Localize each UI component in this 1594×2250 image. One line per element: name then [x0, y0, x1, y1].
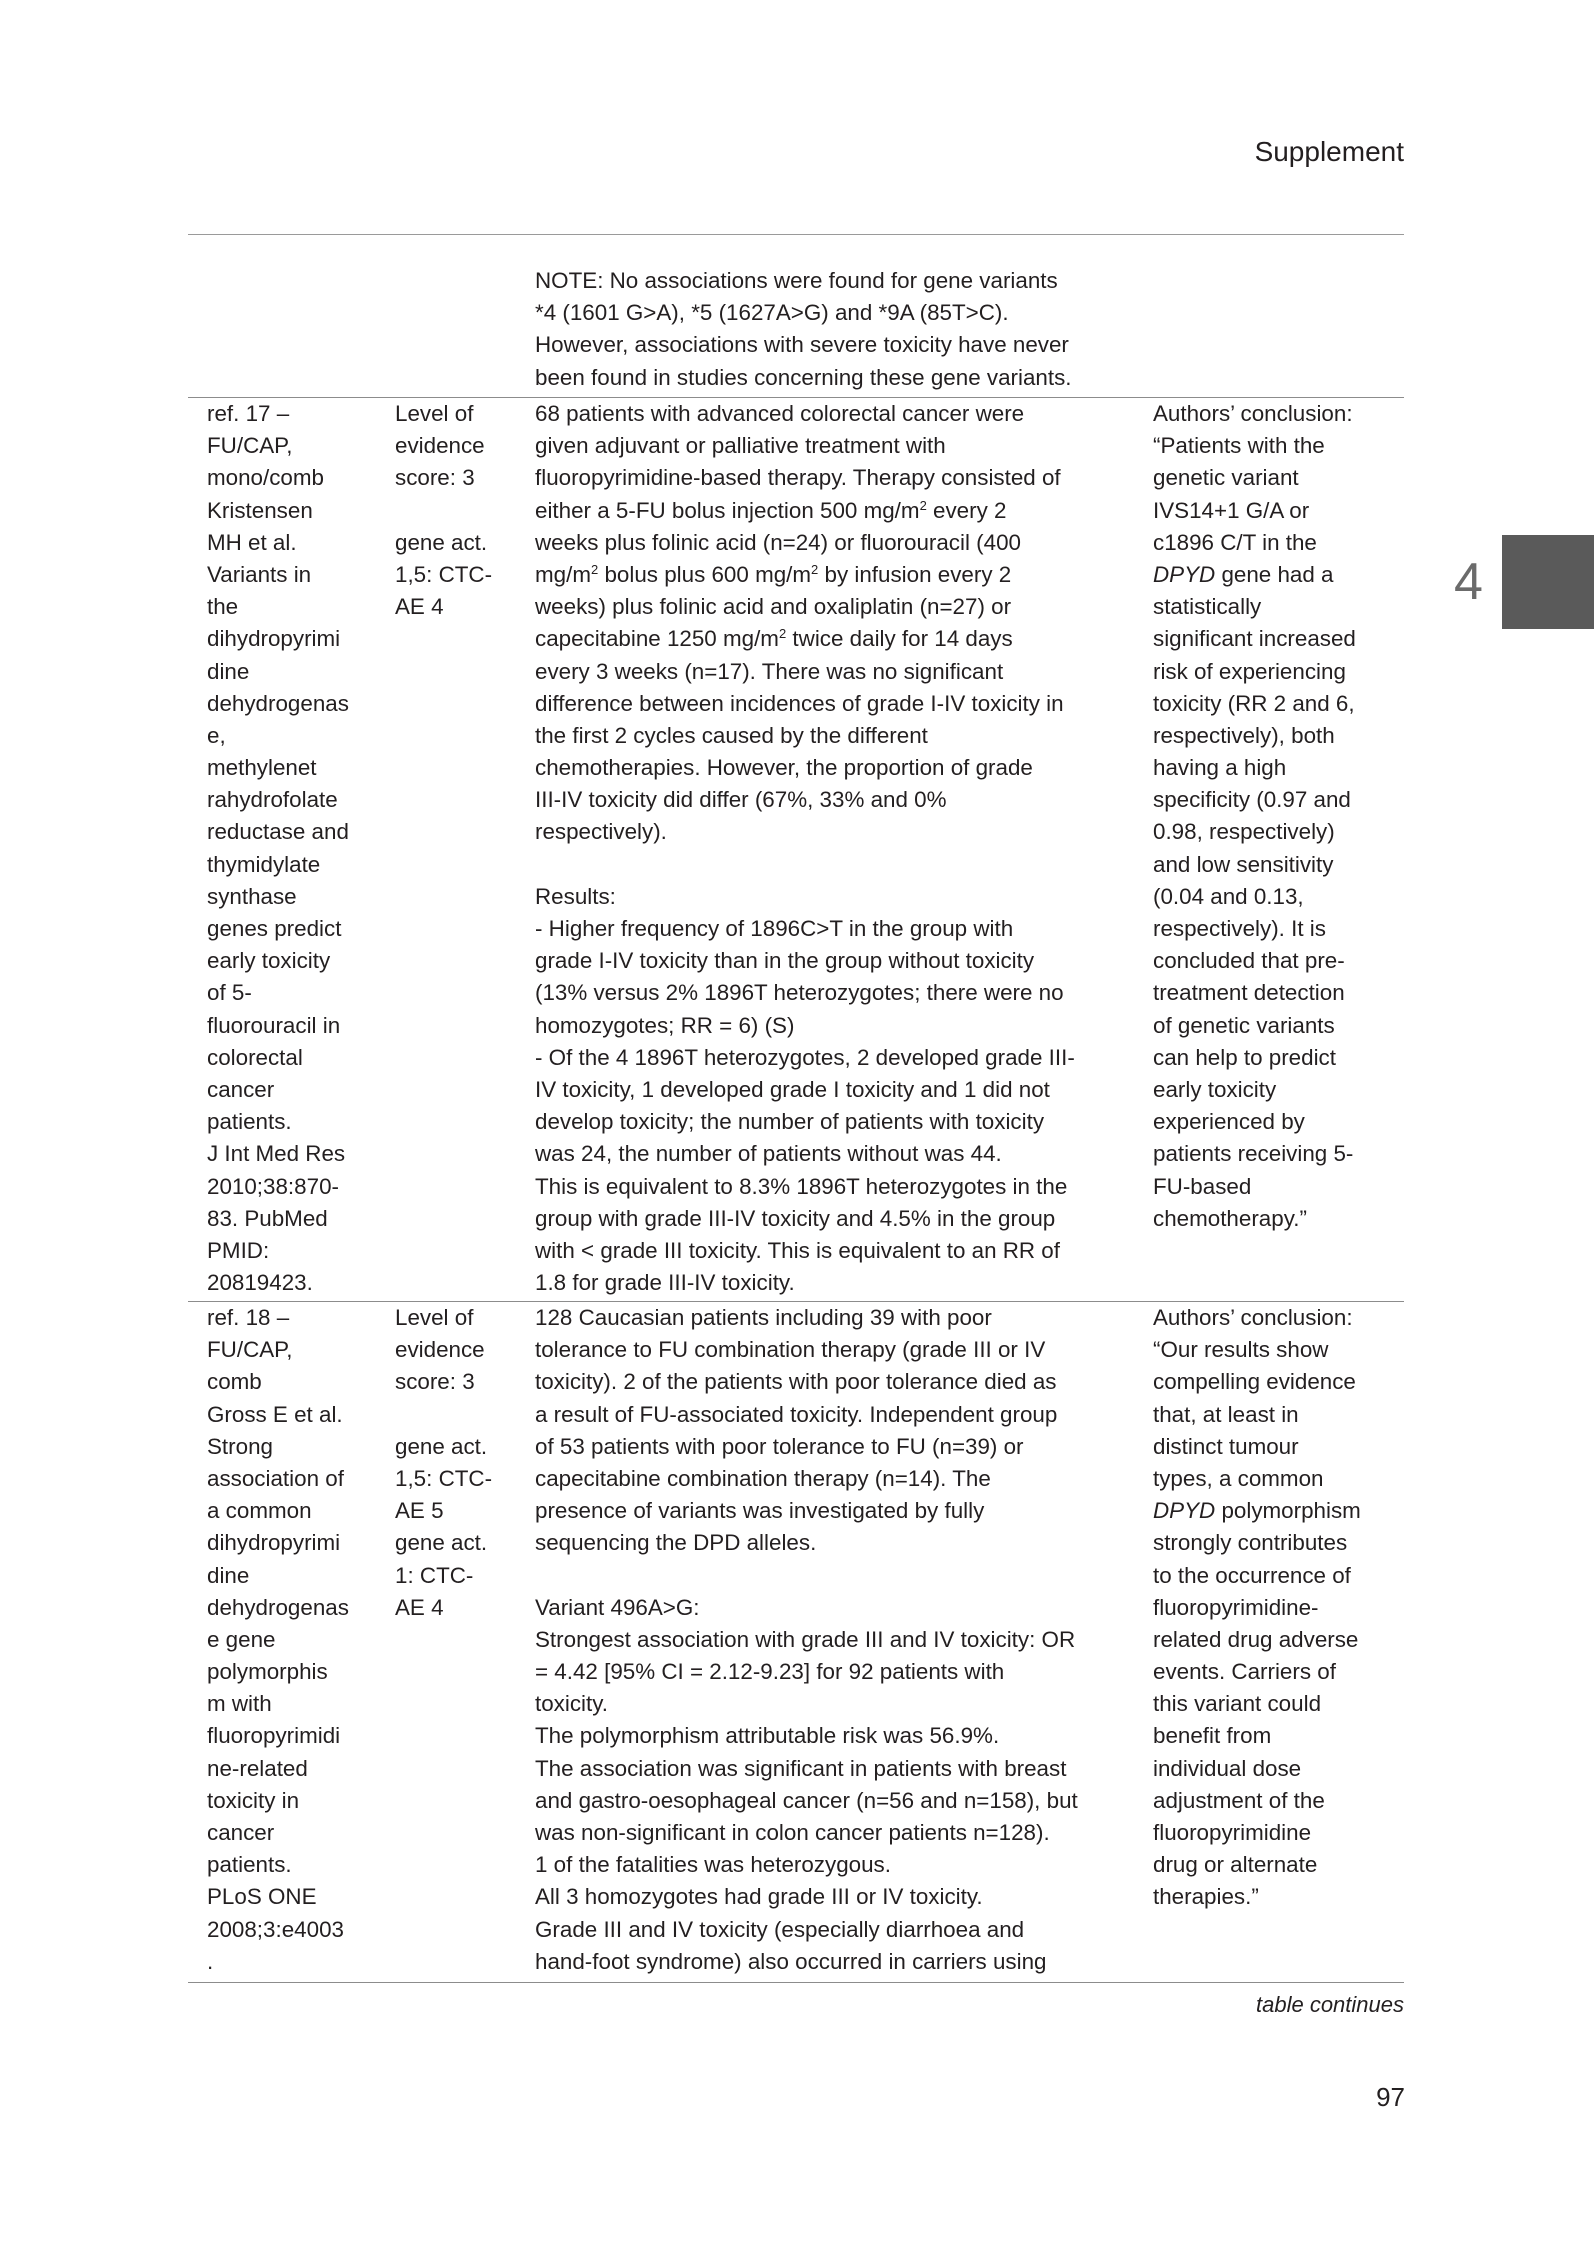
- gene-name-italic: DPYD: [1153, 1498, 1216, 1524]
- text-run: polymorphism: [1215, 1498, 1361, 1524]
- evidence-line: AE 4: [395, 594, 444, 620]
- conclusion-line: [1153, 559, 1393, 591]
- conclusion-cell: [1153, 398, 1393, 1235]
- conclusion-line: that, at least in: [1153, 1401, 1299, 1427]
- text-run: twice daily for 14 days: [786, 626, 1013, 652]
- conclusion-line: 0.98, respectively): [1153, 819, 1335, 845]
- superscript-2: 2: [919, 497, 927, 513]
- conclusion-line: drug or alternate: [1153, 1852, 1318, 1878]
- conclusion-line: of genetic variants: [1153, 1012, 1335, 1038]
- conclusion-line: “Patients with the: [1153, 433, 1325, 459]
- description-line: every 3 weeks (n=17). There was no significant: [535, 658, 1004, 684]
- reference-line: ref. 18 –: [207, 1305, 290, 1330]
- description-line: fluoropyrimidine-based therapy. Therapy consisted of: [535, 465, 1061, 491]
- reference-line: Gross E et al.: [207, 1401, 343, 1427]
- superscript-2: 2: [778, 626, 787, 642]
- description-line: of 53 patients with poor tolerance to FU (n=39) or: [535, 1433, 1024, 1459]
- conclusion-line: Authors’ conclusion:: [1153, 1305, 1353, 1330]
- table-row-ref-18: [188, 1302, 1404, 1983]
- reference-cell: [207, 1302, 377, 1978]
- chapter-number: 4: [1454, 553, 1483, 611]
- description-line: 1 of the fatalities was heterozygous.: [535, 1852, 891, 1878]
- running-header-title: Supplement: [1254, 136, 1404, 167]
- description-line: - Higher frequency of 1896C>T in the group with: [535, 916, 1014, 941]
- reference-line: polymorphis: [207, 1659, 328, 1685]
- note-line: NOTE: No associations were found for gene variants: [535, 268, 1058, 293]
- description-line: was 24, the number of patients without was 44.: [535, 1141, 1002, 1167]
- description-line: respectively).: [535, 819, 667, 845]
- conclusion-line: patients receiving 5-: [1153, 1141, 1354, 1167]
- reference-line: FU/CAP,: [207, 433, 293, 459]
- conclusion-line: statistically: [1153, 594, 1262, 620]
- description-line: IV toxicity, 1 developed grade I toxicity and 1 did not: [535, 1076, 1050, 1102]
- reference-line: dehydrogenas: [207, 690, 349, 716]
- description-line: = 4.42 [95% CI = 2.12-9.23] for 92 patients with: [535, 1659, 1005, 1685]
- description-line: Results:: [535, 883, 616, 909]
- conclusion-line: early toxicity: [1153, 1076, 1277, 1102]
- evidence-line: AE 5: [395, 1498, 444, 1524]
- conclusion-line: FU-based: [1153, 1173, 1252, 1199]
- reference-line: ref. 17 –: [207, 401, 290, 426]
- conclusion-line: respectively), both: [1153, 722, 1335, 748]
- text-run: by infusion every 2: [818, 561, 1012, 587]
- paragraph-gap: [535, 849, 1125, 881]
- evidence-line: score: 3: [395, 1369, 475, 1395]
- evidence-line: [395, 495, 505, 527]
- description-line: The association was significant in patients with breast: [535, 1755, 1067, 1781]
- conclusion-line: fluoropyrimidine-: [1153, 1594, 1319, 1620]
- description-line: Grade III and IV toxicity (especially diarrhoea and: [535, 1916, 1025, 1942]
- evidence-line: 1,5: CTC-: [395, 561, 493, 587]
- reference-line: Variants in: [207, 561, 312, 587]
- reference-line: e gene: [207, 1626, 276, 1652]
- conclusion-line: compelling evidence: [1153, 1369, 1356, 1395]
- reference-line: fluorouracil in: [207, 1012, 341, 1038]
- conclusion-line: IVS14+1 G/A or: [1153, 497, 1310, 523]
- evidence-line: Level of: [395, 1305, 474, 1330]
- conclusion-line: having a high: [1153, 755, 1287, 781]
- description-line: 1.8 for grade III-IV toxicity.: [535, 1270, 795, 1296]
- reference-cell: [207, 398, 377, 1299]
- reference-line: dihydropyrimi: [207, 626, 341, 652]
- header-rule: [188, 234, 1404, 235]
- reference-line: toxicity in: [207, 1787, 300, 1813]
- description-line: and gastro-oesophageal cancer (n=56 and n=158), but: [535, 1787, 1078, 1813]
- reference-line: association of: [207, 1465, 344, 1491]
- note-line: been found in studies concerning these gene variants.: [535, 364, 1072, 390]
- conclusion-line: toxicity (RR 2 and 6,: [1153, 690, 1355, 716]
- conclusion-line: genetic variant: [1153, 465, 1299, 491]
- reference-line: 2010;38:870-: [207, 1173, 339, 1199]
- evidence-line: gene act.: [395, 1433, 488, 1459]
- reference-line: patients.: [207, 1109, 292, 1135]
- reference-line: the: [207, 594, 239, 620]
- reference-line: reductase and: [207, 819, 349, 845]
- reference-line: early toxicity: [207, 948, 331, 974]
- text-run: capecitabine 1250 mg/m: [535, 626, 779, 652]
- description-line: hand-foot syndrome) also occurred in carriers using: [535, 1948, 1047, 1974]
- description-line: 128 Caucasian patients including 39 with poor: [535, 1305, 992, 1330]
- conclusion-line: c1896 C/T in the: [1153, 529, 1317, 555]
- note-line: *4 (1601 G>A), *5 (1627A>G) and *9A (85T>C).: [535, 300, 1009, 326]
- description-line: - Of the 4 1896T heterozygotes, 2 developed grade III-: [535, 1044, 1075, 1070]
- reference-line: 83. PubMed: [207, 1205, 328, 1231]
- reference-line: mono/comb: [207, 465, 324, 491]
- table-continues-note: table continues: [1256, 1992, 1404, 2017]
- conclusion-line: strongly contributes: [1153, 1530, 1348, 1556]
- evidence-line: [395, 1399, 505, 1431]
- description-line: was non-significant in colon cancer patients n=128).: [535, 1820, 1050, 1845]
- evidence-line: evidence: [395, 1337, 485, 1363]
- description-line: [535, 623, 1125, 655]
- reference-line: dine: [207, 1562, 250, 1588]
- conclusion-line: types, a common: [1153, 1465, 1324, 1491]
- conclusion-line: fluoropyrimidine: [1153, 1820, 1312, 1845]
- reference-line: dihydropyrimi: [207, 1530, 341, 1556]
- conclusion-line: individual dose: [1153, 1755, 1302, 1781]
- superscript-2: 2: [590, 561, 599, 577]
- conclusion-line: this variant could: [1153, 1691, 1322, 1717]
- conclusion-line: concluded that pre-: [1153, 948, 1345, 974]
- conclusion-line: therapies.”: [1153, 1884, 1259, 1910]
- description-line: [535, 495, 1125, 527]
- description-line: homozygotes; RR = 6) (S): [535, 1012, 795, 1038]
- reference-line: thymidylate: [207, 851, 321, 877]
- description-line: (13% versus 2% 1896T heterozygotes; there were no: [535, 980, 1064, 1006]
- gene-name-italic: DPYD: [1153, 561, 1216, 587]
- evidence-line: 1,5: CTC-: [395, 1465, 493, 1491]
- text-run: mg/m: [535, 561, 591, 587]
- conclusion-line: to the occurrence of: [1153, 1562, 1351, 1588]
- description-line: Variant 496A>G:: [535, 1594, 700, 1620]
- reference-line: J Int Med Res: [207, 1141, 346, 1167]
- reference-line: FU/CAP,: [207, 1337, 293, 1363]
- reference-line: of 5-: [207, 980, 252, 1006]
- reference-line: genes predict: [207, 916, 342, 941]
- description-line: III-IV toxicity did differ (67%, 33% and 0%: [535, 787, 947, 813]
- conclusion-line: events. Carriers of: [1153, 1659, 1336, 1685]
- conclusion-line: “Our results show: [1153, 1337, 1329, 1363]
- reference-line: patients.: [207, 1852, 292, 1878]
- description-line: chemotherapies. However, the proportion of grade: [535, 755, 1033, 781]
- reference-line: a common: [207, 1498, 312, 1524]
- description-line: with < grade III toxicity. This is equivalent to an RR of: [535, 1237, 1060, 1263]
- conclusion-line: can help to predict: [1153, 1044, 1336, 1070]
- text-run: gene had a: [1215, 561, 1334, 587]
- reference-line: fluoropyrimidi: [207, 1723, 341, 1749]
- description-line: tolerance to FU combination therapy (grade III or IV: [535, 1337, 1046, 1363]
- conclusion-line: respectively). It is: [1153, 916, 1326, 941]
- description-line: sequencing the DPD alleles.: [535, 1530, 817, 1556]
- description-line: Strongest association with grade III and IV toxicity: OR: [535, 1626, 1076, 1652]
- reference-line: ne-related: [207, 1755, 308, 1781]
- conclusion-line: benefit from: [1153, 1723, 1272, 1749]
- text-run: bolus plus 600 mg/m: [598, 561, 812, 587]
- evidence-line: 1: CTC-: [395, 1562, 474, 1588]
- description-line: the first 2 cycles caused by the different: [535, 722, 928, 748]
- reference-line: cancer: [207, 1076, 275, 1102]
- conclusion-line: significant increased: [1153, 626, 1356, 652]
- reference-line: synthase: [207, 883, 297, 909]
- description-line: presence of variants was investigated by fully: [535, 1498, 985, 1524]
- reference-line: MH et al.: [207, 529, 297, 555]
- description-line: weeks plus folinic acid (n=24) or fluorouracil (400: [535, 529, 1021, 555]
- conclusion-line: and low sensitivity: [1153, 851, 1334, 877]
- conclusion-line: experienced by: [1153, 1109, 1305, 1135]
- reference-line: e,: [207, 722, 226, 748]
- conclusion-line: risk of experiencing: [1153, 658, 1346, 684]
- conclusion-line: distinct tumour: [1153, 1433, 1299, 1459]
- description-cell: [535, 398, 1125, 1299]
- description-cell: [535, 1302, 1125, 1978]
- conclusion-line: (0.04 and 0.13,: [1153, 883, 1304, 909]
- conclusion-line: chemotherapy.”: [1153, 1205, 1307, 1231]
- reference-line: PLoS ONE: [207, 1884, 317, 1910]
- conclusion-cell: [1153, 1302, 1393, 1914]
- reference-line: PMID:: [207, 1237, 270, 1263]
- evidence-table: [188, 265, 1404, 1983]
- conclusion-line: treatment detection: [1153, 980, 1345, 1006]
- description-line: grade I-IV toxicity than in the group without toxicity: [535, 948, 1035, 974]
- evidence-cell: [395, 398, 505, 623]
- evidence-cell: [395, 1302, 505, 1624]
- description-line: capecitabine combination therapy (n=14). The: [535, 1465, 991, 1491]
- description-line: This is equivalent to 8.3% 1896T heterozygotes in the: [535, 1173, 1068, 1199]
- text-run: either a 5-FU bolus injection 500 mg/m: [535, 497, 920, 523]
- reference-line: 20819423.: [207, 1270, 313, 1296]
- description-line: weeks) plus folinic acid and oxaliplatin (n=27) or: [535, 594, 1012, 620]
- evidence-line: Level of: [395, 401, 474, 426]
- reference-line: .: [207, 1948, 214, 1974]
- evidence-line: score: 3: [395, 465, 475, 491]
- description-line: difference between incidences of grade I-IV toxicity in: [535, 690, 1064, 716]
- reference-line: comb: [207, 1369, 262, 1395]
- note-line: However, associations with severe toxicity have never: [535, 332, 1069, 358]
- description-line: The polymorphism attributable risk was 56.9%.: [535, 1723, 1000, 1749]
- description-line: group with grade III-IV toxicity and 4.5% in the group: [535, 1205, 1056, 1231]
- reference-line: methylenet: [207, 755, 317, 781]
- reference-line: dehydrogenas: [207, 1594, 349, 1620]
- reference-line: Strong: [207, 1433, 273, 1459]
- reference-line: 2008;3:e4003: [207, 1916, 344, 1942]
- table-row-note: [188, 265, 1404, 398]
- description-line: toxicity.: [535, 1691, 608, 1717]
- conclusion-line: [1153, 1495, 1393, 1527]
- reference-line: cancer: [207, 1820, 275, 1845]
- conclusion-line: adjustment of the: [1153, 1787, 1325, 1813]
- description-line: given adjuvant or palliative treatment with: [535, 433, 946, 459]
- chapter-tab-marker: [1502, 535, 1594, 629]
- evidence-line: AE 4: [395, 1594, 444, 1620]
- evidence-line: gene act.: [395, 1530, 488, 1556]
- text-run: every 2: [926, 497, 1007, 523]
- page-number: 97: [1376, 2082, 1405, 2112]
- description-line: develop toxicity; the number of patients with toxicity: [535, 1109, 1045, 1135]
- description-line: toxicity). 2 of the patients with poor tolerance died as: [535, 1369, 1057, 1395]
- reference-line: m with: [207, 1691, 272, 1717]
- superscript-2: 2: [811, 561, 819, 577]
- description-line: All 3 homozygotes had grade III or IV toxicity.: [535, 1884, 983, 1910]
- description-line: a result of FU-associated toxicity. Independent group: [535, 1401, 1058, 1427]
- description-line: [535, 1560, 1125, 1592]
- conclusion-line: specificity (0.97 and: [1153, 787, 1351, 813]
- reference-line: colorectal: [207, 1044, 303, 1070]
- description-line: [535, 559, 1125, 591]
- evidence-line: evidence: [395, 433, 485, 459]
- conclusion-line: Authors’ conclusion:: [1153, 401, 1353, 426]
- description-line: 68 patients with advanced colorectal cancer were: [535, 401, 1025, 426]
- conclusion-line: related drug adverse: [1153, 1626, 1359, 1652]
- reference-line: rahydrofolate: [207, 787, 338, 813]
- evidence-line: gene act.: [395, 529, 488, 555]
- reference-line: dine: [207, 658, 250, 684]
- table-row-ref-17: [188, 398, 1404, 1302]
- note-text: [535, 265, 1125, 394]
- reference-line: Kristensen: [207, 497, 313, 523]
